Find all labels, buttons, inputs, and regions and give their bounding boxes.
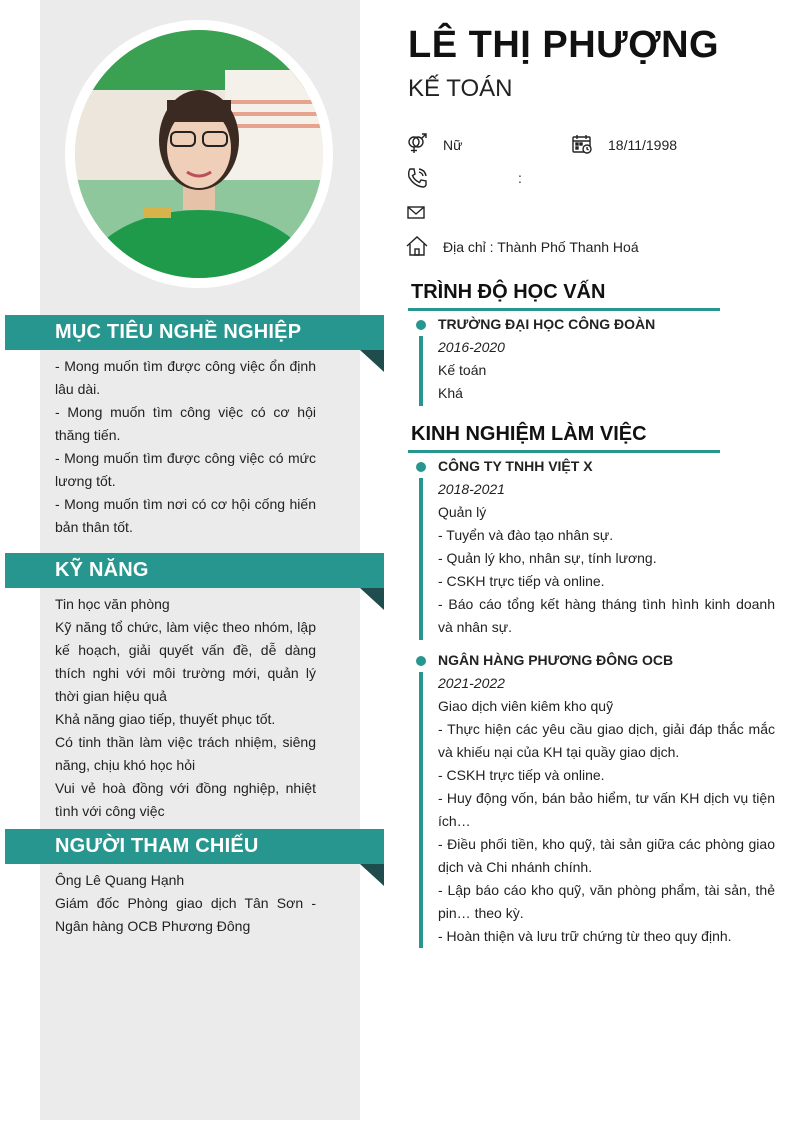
education-underline xyxy=(408,308,720,311)
experience-duty: - CSKH trực tiếp và online. xyxy=(438,767,605,783)
references-banner-fold xyxy=(360,864,384,886)
objective-item: - Mong muốn tìm công việc có cơ hội thăng tiến. xyxy=(55,404,316,443)
skills-banner-fold xyxy=(360,588,384,610)
timeline-dot xyxy=(416,320,426,330)
education-entry xyxy=(438,313,775,405)
references-banner xyxy=(5,829,384,864)
full-name: LÊ THỊ PHƯỢNG xyxy=(408,24,720,66)
skill-item: Tin học văn phòng xyxy=(55,596,170,612)
experience-duty: - Quản lý kho, nhân sự, tính lương. xyxy=(438,550,657,566)
experience-role: Giao dịch viên kiêm kho quỹ xyxy=(438,698,614,714)
calendar-icon xyxy=(571,133,593,155)
avatar-photo xyxy=(75,30,323,278)
education-title: TRÌNH ĐỘ HỌC VẤN xyxy=(411,281,606,303)
skill-item: Kỹ năng tổ chức, làm việc theo nhóm, lập kế hoạch, giải quyết vấn đề, dễ dàng thích nghi với môi trường mới, quản lý thời gian hiệu quả xyxy=(55,619,316,704)
skill-item: Có tinh thần làm việc trách nhiệm, siêng năng, chịu khó học hỏi xyxy=(55,734,316,773)
experience-duty: - Báo cáo tổng kết hàng tháng tình hình kinh doanh và nhân sự. xyxy=(438,596,775,635)
phone-value: : xyxy=(518,170,522,186)
experience-duty: - Huy động vốn, bán bảo hiểm, tư vấn KH dịch vụ tiện ích… xyxy=(438,790,775,829)
gender-value: Nữ xyxy=(443,137,463,153)
objective-item: - Mong muốn tìm nơi có cơ hội cống hiến bản thân tốt. xyxy=(55,496,316,535)
timeline-bar xyxy=(419,336,423,406)
skill-item: Khả năng giao tiếp, thuyết phục tốt. xyxy=(55,711,276,727)
phone-icon xyxy=(406,167,428,189)
timeline-bar xyxy=(419,478,423,640)
address-value: Địa chỉ : Thành Phố Thanh Hoá xyxy=(443,239,639,255)
education-grade: Khá xyxy=(438,385,463,401)
gender-icon xyxy=(406,133,428,155)
experience-entry xyxy=(438,455,775,639)
experience-duty: - Lập báo cáo kho quỹ, văn phòng phẩm, tài sản, thẻ pin… theo kỳ. xyxy=(438,882,775,921)
objective-banner-fold xyxy=(360,350,384,372)
experience-period: 2018-2021 xyxy=(438,481,505,497)
company-name: NGÂN HÀNG PHƯƠNG ĐÔNG OCB xyxy=(438,652,674,668)
objective-list xyxy=(55,355,316,539)
skills-banner xyxy=(5,553,384,588)
objective-banner xyxy=(5,315,384,350)
birthdate-value: 18/11/1998 xyxy=(608,137,678,153)
references-title: NGƯỜI THAM CHIẾU xyxy=(55,835,259,857)
home-icon xyxy=(406,235,428,257)
references-list xyxy=(55,869,316,938)
timeline-dot xyxy=(416,462,426,472)
skills-list xyxy=(55,593,316,823)
education-period: 2016-2020 xyxy=(438,339,505,355)
experience-title: KINH NGHIỆM LÀM VIỆC xyxy=(411,423,647,445)
experience-duty: - Thực hiện các yêu cầu giao dịch, giải đáp thắc mắc và khiếu nại của KH tại quầy giao dịch. xyxy=(438,721,775,760)
experience-duty: - Hoàn thiện và lưu trữ chứng từ theo quy định. xyxy=(438,928,732,944)
school-name: TRƯỜNG ĐẠI HỌC CÔNG ĐOÀN xyxy=(438,316,656,332)
reference-item: Ông Lê Quang Hạnh xyxy=(55,872,185,888)
company-name: CÔNG TY TNHH VIỆT X xyxy=(438,458,593,474)
reference-item: Giám đốc Phòng giao dịch Tân Sơn - Ngân hàng OCB Phương Đông xyxy=(55,895,316,934)
experience-underline xyxy=(408,450,720,453)
job-title: KẾ TOÁN xyxy=(408,75,513,102)
objective-item: - Mong muốn tìm được công việc có mức lương tốt. xyxy=(55,450,316,489)
objective-item: - Mong muốn tìm được công việc ổn định lâu dài. xyxy=(55,358,316,397)
experience-role: Quản lý xyxy=(438,504,487,520)
timeline-dot xyxy=(416,656,426,666)
experience-entry xyxy=(438,649,775,948)
avatar xyxy=(75,30,323,278)
timeline-bar xyxy=(419,672,423,948)
objective-title: MỤC TIÊU NGHỀ NGHIỆP xyxy=(55,321,302,343)
experience-duty: - Tuyển và đào tạo nhân sự. xyxy=(438,527,614,543)
experience-duty: - CSKH trực tiếp và online. xyxy=(438,573,605,589)
skill-item: Vui vẻ hoà đồng với đồng nghiệp, nhiệt tình với công việc xyxy=(55,780,316,819)
education-major: Kế toán xyxy=(438,362,487,378)
skills-title: KỸ NĂNG xyxy=(55,559,149,581)
experience-duty: - Điều phối tiền, kho quỹ, tài sản giữa các phòng giao dịch và Chi nhánh chính. xyxy=(438,836,775,875)
experience-period: 2021-2022 xyxy=(438,675,505,691)
email-icon xyxy=(406,202,428,224)
